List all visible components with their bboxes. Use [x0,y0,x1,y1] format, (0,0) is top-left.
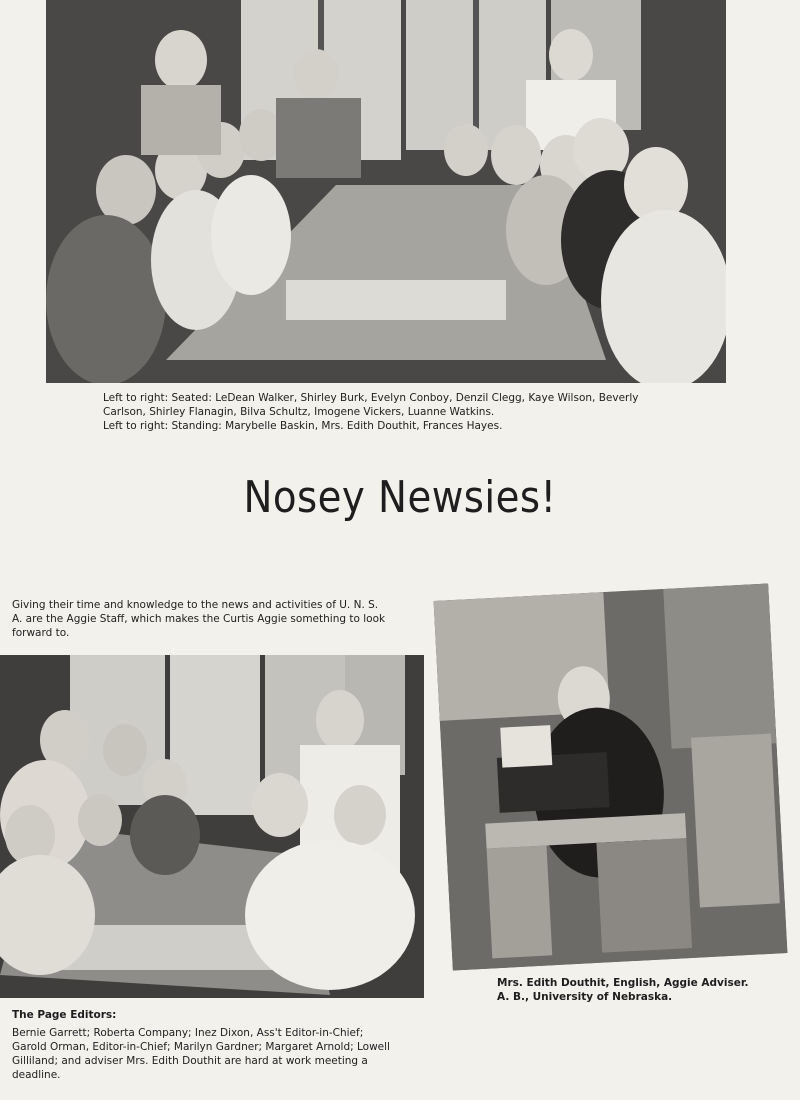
adviser-photo-art [434,583,788,970]
page-editors-photo [0,655,424,998]
staff-group-photo [46,0,726,383]
adviser-photo [434,583,788,970]
page-editors-text: Bernie Garrett; Roberta Company; Inez Dixon, Ass't Editor-in-Chief; Garold Orman, Editor-in-Chief; Marilyn Gardner; Margaret Arnold; Lowell Gilliland; and adviser Mrs. Edith Douthit are hard at work meeting a deadline. [12,1027,390,1081]
page-editors-caption [12,1008,392,1082]
adviser-caption [497,976,797,1004]
page-title: Nosey Newsies! [243,472,557,523]
staff-group-photo-art [46,0,726,383]
intro-text: Giving their time and knowledge to the news and activities of U. N. S. A. are the Aggie Staff, which makes the Curtis Aggie something to look forward to. [12,599,386,639]
page-editors-heading: The Page Editors: [12,1009,117,1021]
adviser-caption-line1: Mrs. Edith Douthit, English, Aggie Adviser. [497,977,749,989]
adviser-caption-line2: A. B., University of Nebraska. [497,991,673,1003]
caption-seated: Left to right: Seated: LeDean Walker, Shirley Burk, Evelyn Conboy, Denzil Clegg, Kaye Wilson, Beverly Carlson, Shirley Flanagin, Bilva Schultz, Imogene Vickers, Luanne Watkins. [103,392,639,418]
caption-standing: Left to right: Standing: Marybelle Baskin, Mrs. Edith Douthit, Frances Hayes. [103,420,503,432]
page-editors-photo-art [0,655,424,998]
top-photo-caption [103,391,673,433]
